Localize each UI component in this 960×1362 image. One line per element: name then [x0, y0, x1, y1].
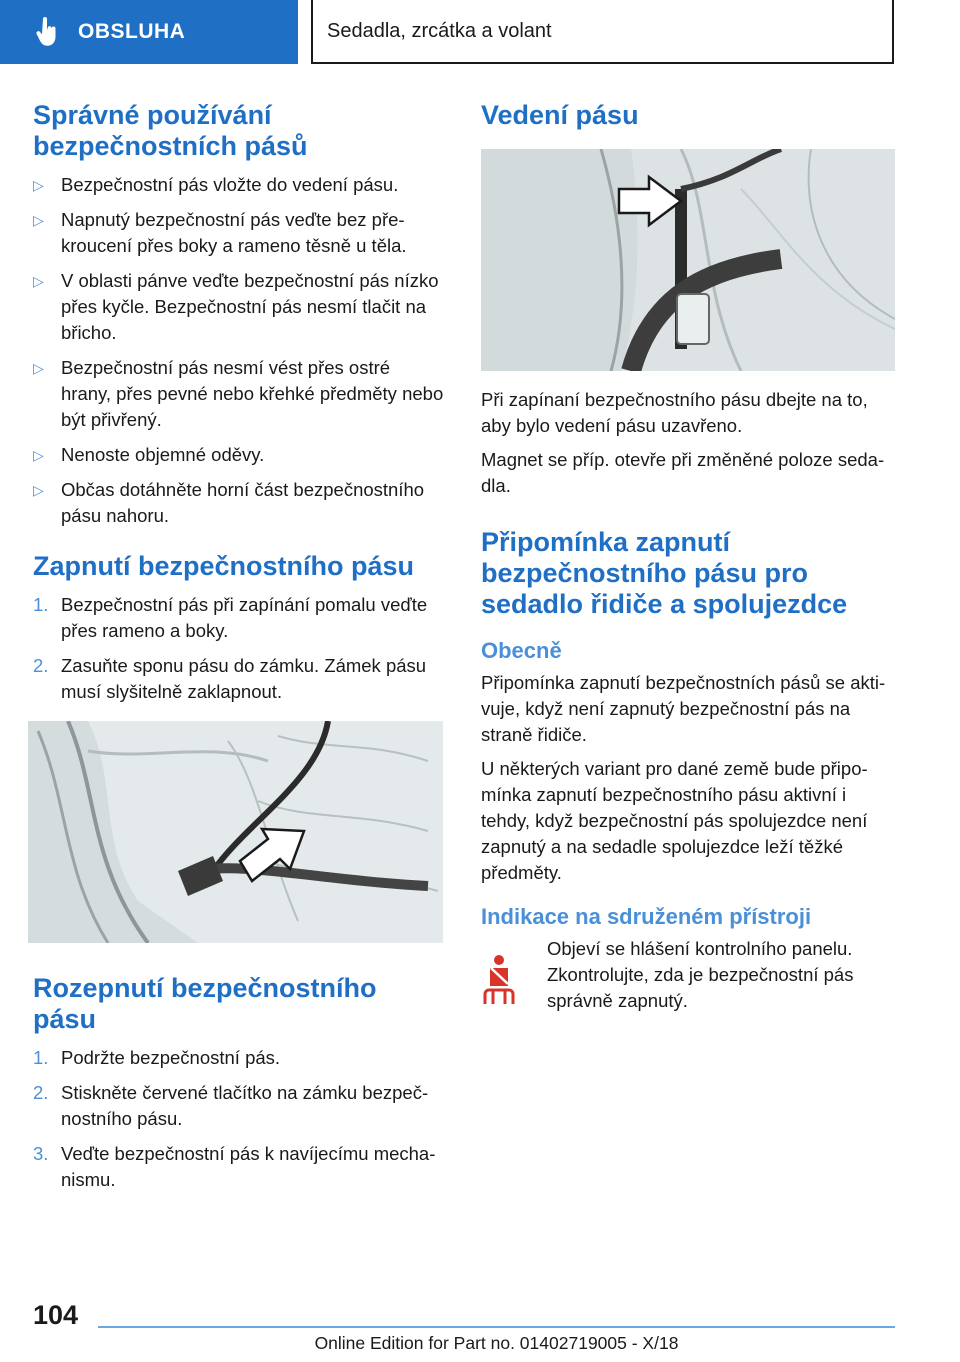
paragraph: Magnet se příp. otevře při změněné poloze sedadla.: [481, 449, 885, 496]
buckle-illustration: [28, 721, 443, 943]
chapter-label: OBSLUHA: [78, 20, 186, 43]
belt-guide-illustration: [481, 149, 895, 371]
subheading-cluster: Indikace na sdruženém přístroji: [481, 904, 812, 929]
heading-correct-use: Správné používání bezpečnostních pásů: [33, 100, 308, 161]
paragraph: Objeví se hlášení kontrolního panelu. Zkontrolujte, zda je bezpečnostní pás správně zapnutý.: [547, 938, 854, 1011]
triangle-bullet-icon: ▷: [33, 273, 44, 289]
chapter-tab[interactable]: [0, 0, 298, 64]
fasten-steps: [33, 592, 445, 705]
triangle-bullet-icon: ▷: [33, 447, 44, 463]
list-item: ▷ Bezpečnostní pás nesmí vést přes ostré hrany, přes pevné nebo křehké předměty nebo být přivřený.: [33, 355, 445, 433]
triangle-bullet-icon: ▷: [33, 177, 44, 193]
hand-pointer-icon: [36, 17, 58, 47]
seatbelt-warning-icon: [481, 954, 517, 1004]
list-item: 2. Zasuňte sponu pásu do zámku. Zámek pásu musí slyšitelně zaklapnout.: [33, 655, 427, 702]
subheading-general: Obecně: [481, 638, 562, 663]
list-item: 3. Veďte bezpečnostní pás k navíjecímu mechanismu.: [33, 1143, 436, 1190]
usage-bullets: [33, 172, 445, 529]
triangle-bullet-icon: ▷: [33, 482, 44, 498]
paragraph: Připomínka zapnutí bezpečnostních pásů se aktivuje, když není zapnutý bezpečnostní pás na straně řidiče.: [481, 672, 886, 745]
list-item: ▷ Občas dotáhněte horní část bezpečnostního pásu nahoru.: [33, 477, 445, 529]
list-item: ▷ Napnutý bezpečnostní pás veďte bez překroucení přes boky a rameno těsně u těla.: [33, 207, 445, 259]
heading-release: Rozepnutí bezpečnostního pásu: [33, 973, 377, 1034]
section-title: Sedadla, zrcátka a volant: [311, 0, 894, 64]
footer-divider: [98, 1326, 895, 1328]
release-steps: [33, 1045, 445, 1193]
heading-belt-guide: Vedení pásu: [481, 100, 639, 130]
list-item: ▷ Bezpečnostní pás vložte do vedení pásu.: [33, 172, 445, 198]
page-number: 104: [33, 1300, 79, 1330]
cluster-indicator-row: [481, 936, 895, 1014]
triangle-bullet-icon: ▷: [33, 212, 44, 228]
edition-note: Online Edition for Part no. 01402719005 - X/18: [314, 1333, 679, 1353]
list-item: 2. Stiskněte červené tlačítko na zámku bezpečnostního pásu.: [33, 1082, 429, 1129]
heading-reminder: Připomínka zapnutí bezpečnostního pásu pro sedadlo řidiče a spolujezdce: [481, 527, 848, 619]
paragraph: U některých variant pro dané země bude připomínka zapnutí bezpečnostního pásu aktivní i tehdy, když bezpečnostní pás spolujezdce není zapnutý a na sedadle spolujezdce leží těžké předměty.: [481, 758, 868, 883]
left-column: [33, 100, 445, 1202]
heading-fasten: Zapnutí bezpečnostního pásu: [33, 551, 415, 581]
paragraph: Při zapínaní bezpečnostního pásu dbejte na to, aby bylo vedení pásu uzavřeno.: [481, 389, 868, 436]
list-item: ▷ Nenoste objemné oděvy.: [33, 442, 445, 468]
list-item: 1. Bezpečnostní pás při zapínání pomalu veďte přes rameno a boky.: [33, 594, 428, 641]
list-item: 1. Podržte bezpečnostní pás.: [33, 1047, 281, 1068]
list-item: ▷ V oblasti pánve veďte bezpečnostní pás nízko přes kyčle. Bezpečnostní pás nesmí tlačit na břicho.: [33, 268, 445, 346]
triangle-bullet-icon: ▷: [33, 360, 44, 376]
right-column: [481, 100, 895, 1014]
